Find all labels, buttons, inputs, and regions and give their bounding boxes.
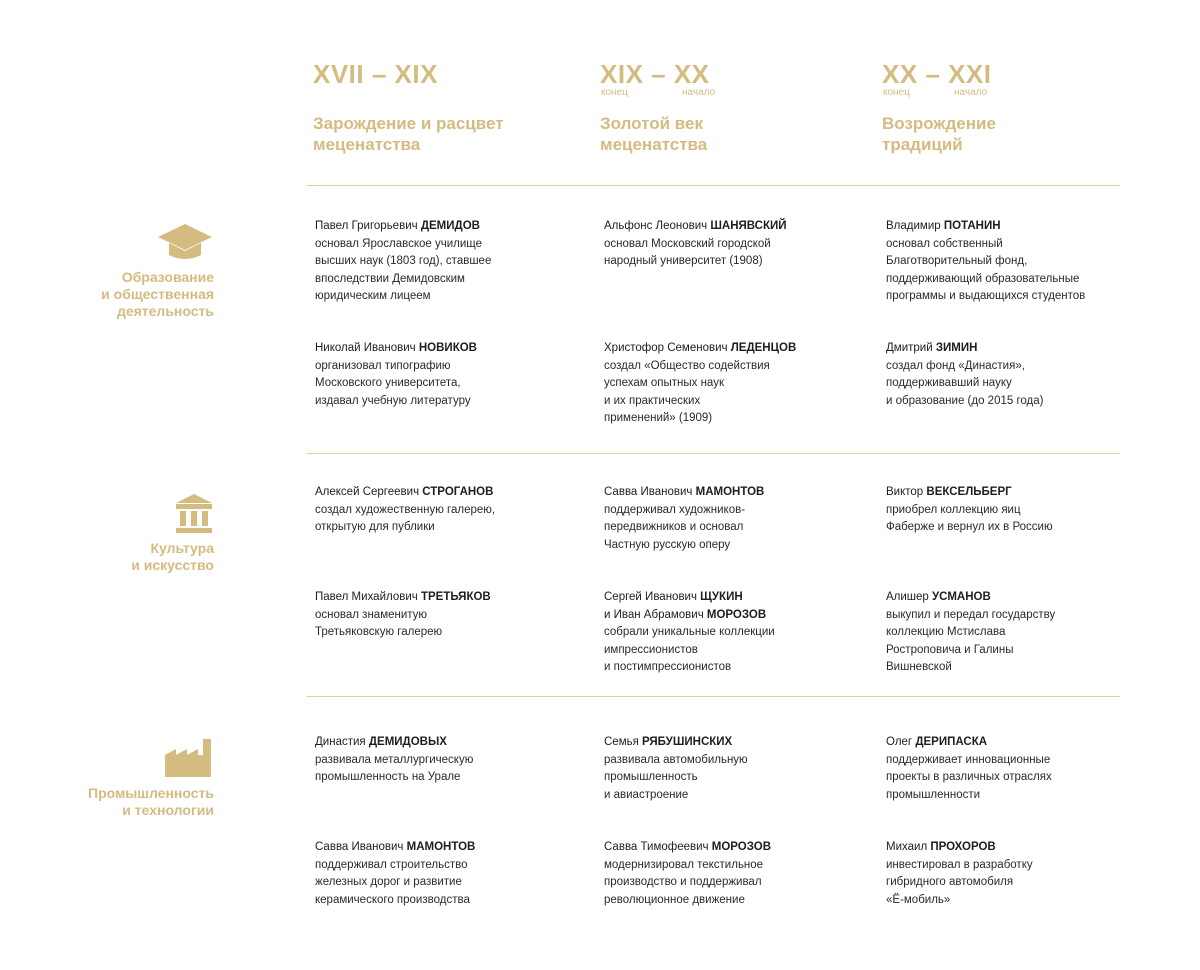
divider	[307, 453, 1120, 454]
patron-name: Савва Иванович МАМОНТОВ	[315, 841, 476, 853]
era-header-1	[313, 58, 504, 154]
era-range: XIX – XX	[600, 59, 710, 89]
patron-description: организовал типографию Московского университета, издавал учебную литературу	[315, 359, 471, 407]
patron-entry	[315, 340, 477, 410]
factory-icon	[164, 737, 214, 777]
patron-name: Дмитрий ЗИМИН	[886, 342, 978, 354]
era-title: Зарождение и расцвет меценатства	[313, 114, 504, 154]
era-range-qualifiers	[882, 87, 992, 101]
patron-entry	[604, 734, 748, 804]
era-header-3	[882, 58, 996, 154]
museum-building-icon	[175, 493, 213, 533]
era-range: XX – XXI	[882, 59, 992, 89]
patron-name: Алексей Сергеевич СТРОГАНОВ	[315, 486, 494, 498]
era-range-qualifiers	[600, 87, 716, 101]
patron-entry	[886, 218, 1085, 306]
patron-name: Савва Тимофеевич МОРОЗОВ	[604, 841, 772, 853]
patron-entry	[315, 218, 491, 306]
patron-description: поддерживал строительство железных дорог и развитие керамического производства	[315, 858, 470, 906]
patron-description: модернизировал текстильное производство и поддерживал революционное движение	[604, 858, 764, 906]
patron-name: Альфонс Леонович ШАНЯВСКИЙ	[604, 220, 787, 232]
patron-description: создал фонд «Династия», поддерживавший науку и образование (до 2015 года)	[886, 359, 1044, 407]
patron-entry	[886, 734, 1052, 804]
patron-entry	[604, 839, 771, 909]
patron-entry	[886, 340, 1043, 410]
category-education: Образование и общественная деятельность	[101, 222, 214, 320]
patron-name: Олег ДЕРИПАСКА	[886, 736, 988, 748]
patron-description: основал собственный Благотворительный фонд, поддерживающий образовательные программы и выдающихся студентов	[886, 237, 1086, 302]
patron-entry	[604, 484, 764, 554]
divider	[307, 185, 1120, 186]
patron-name: Павел Григорьевич ДЕМИДОВ	[315, 220, 480, 232]
era-start-qualifier: конец	[883, 87, 910, 98]
patron-description: развивала автомобильную промышленность и авиастроение	[604, 753, 748, 801]
patron-description: поддерживал художников- передвижников и основал Частную русскую оперу	[604, 503, 746, 551]
patron-entry	[604, 340, 796, 428]
patron-name: Михаил ПРОХОРОВ	[886, 841, 996, 853]
patron-name: Христофор Семенович ЛЕДЕНЦОВ	[604, 342, 797, 354]
patron-entry	[315, 839, 475, 909]
graduation-cap-icon	[156, 222, 214, 262]
patron-entry	[886, 589, 1055, 677]
patron-name: Семья РЯБУШИНСКИХ	[604, 736, 733, 748]
era-title: Возрождение традиций	[882, 114, 996, 154]
category-culture: Культура и искусство	[131, 493, 214, 574]
patron-entry	[315, 484, 495, 537]
patron-entry	[604, 218, 787, 271]
patron-description: собрали уникальные коллекции импрессионистов и постимпрессионистов	[604, 626, 775, 673]
patron-description: основал Ярославское училище высших наук (1803 год), ставшее впоследствии Демидовским юридическим лицеем	[315, 237, 492, 302]
patron-entry	[315, 734, 473, 787]
patron-description: приобрел коллекцию яиц Фаберже и вернул их в Россию	[886, 503, 1053, 533]
patron-description: инвестировал в разработку гибридного автомобиля «Ё-мобиль»	[886, 858, 1033, 906]
divider	[307, 696, 1120, 697]
patron-description: развивала металлургическую промышленность на Урале	[315, 753, 474, 783]
patron-name: Виктор ВЕКСЕЛЬБЕРГ	[886, 486, 1012, 498]
patron-entry	[886, 839, 1033, 909]
patron-entry	[315, 589, 491, 642]
patron-entry	[886, 484, 1053, 537]
patron-description: создал художественную галерею, открытую для публики	[315, 503, 496, 533]
patron-name-second: и Иван Абрамович МОРОЗОВ	[604, 608, 767, 621]
patron-entry	[604, 589, 775, 677]
patron-name: Савва Иванович МАМОНТОВ	[604, 486, 765, 498]
patron-name: Алишер УСМАНОВ	[886, 591, 991, 603]
era-header-2	[600, 58, 716, 154]
era-title: Золотой век меценатства	[600, 114, 708, 154]
era-end-qualifier: начало	[682, 87, 716, 98]
patron-name: Павел Михайлович ТРЕТЬЯКОВ	[315, 591, 491, 603]
patron-name: Николай Иванович НОВИКОВ	[315, 342, 477, 354]
patron-description: основал Московский городской народный университет (1908)	[604, 237, 771, 267]
patron-description: основал знаменитую Третьяковскую галерею	[315, 608, 443, 638]
era-end-qualifier: начало	[954, 87, 988, 98]
category-industry: Промышленность и технологии	[88, 737, 214, 819]
patron-description: поддерживает инновационные проекты в различных отраслях промышленности	[886, 753, 1052, 801]
patron-description: выкупил и передал государству коллекцию Мстислава Ростроповича и Галины Вишневской	[886, 608, 1056, 673]
era-range: XVII – XIX	[313, 59, 438, 89]
patron-name: Владимир ПОТАНИН	[886, 220, 1001, 232]
era-start-qualifier: конец	[601, 87, 628, 98]
patron-name: Династия ДЕМИДОВЫХ	[315, 736, 447, 748]
patron-name: Сергей Иванович ЩУКИН	[604, 591, 743, 603]
patron-description: создал «Общество содействия успехам опытных наук и их практических применений» (1909)	[604, 359, 770, 424]
